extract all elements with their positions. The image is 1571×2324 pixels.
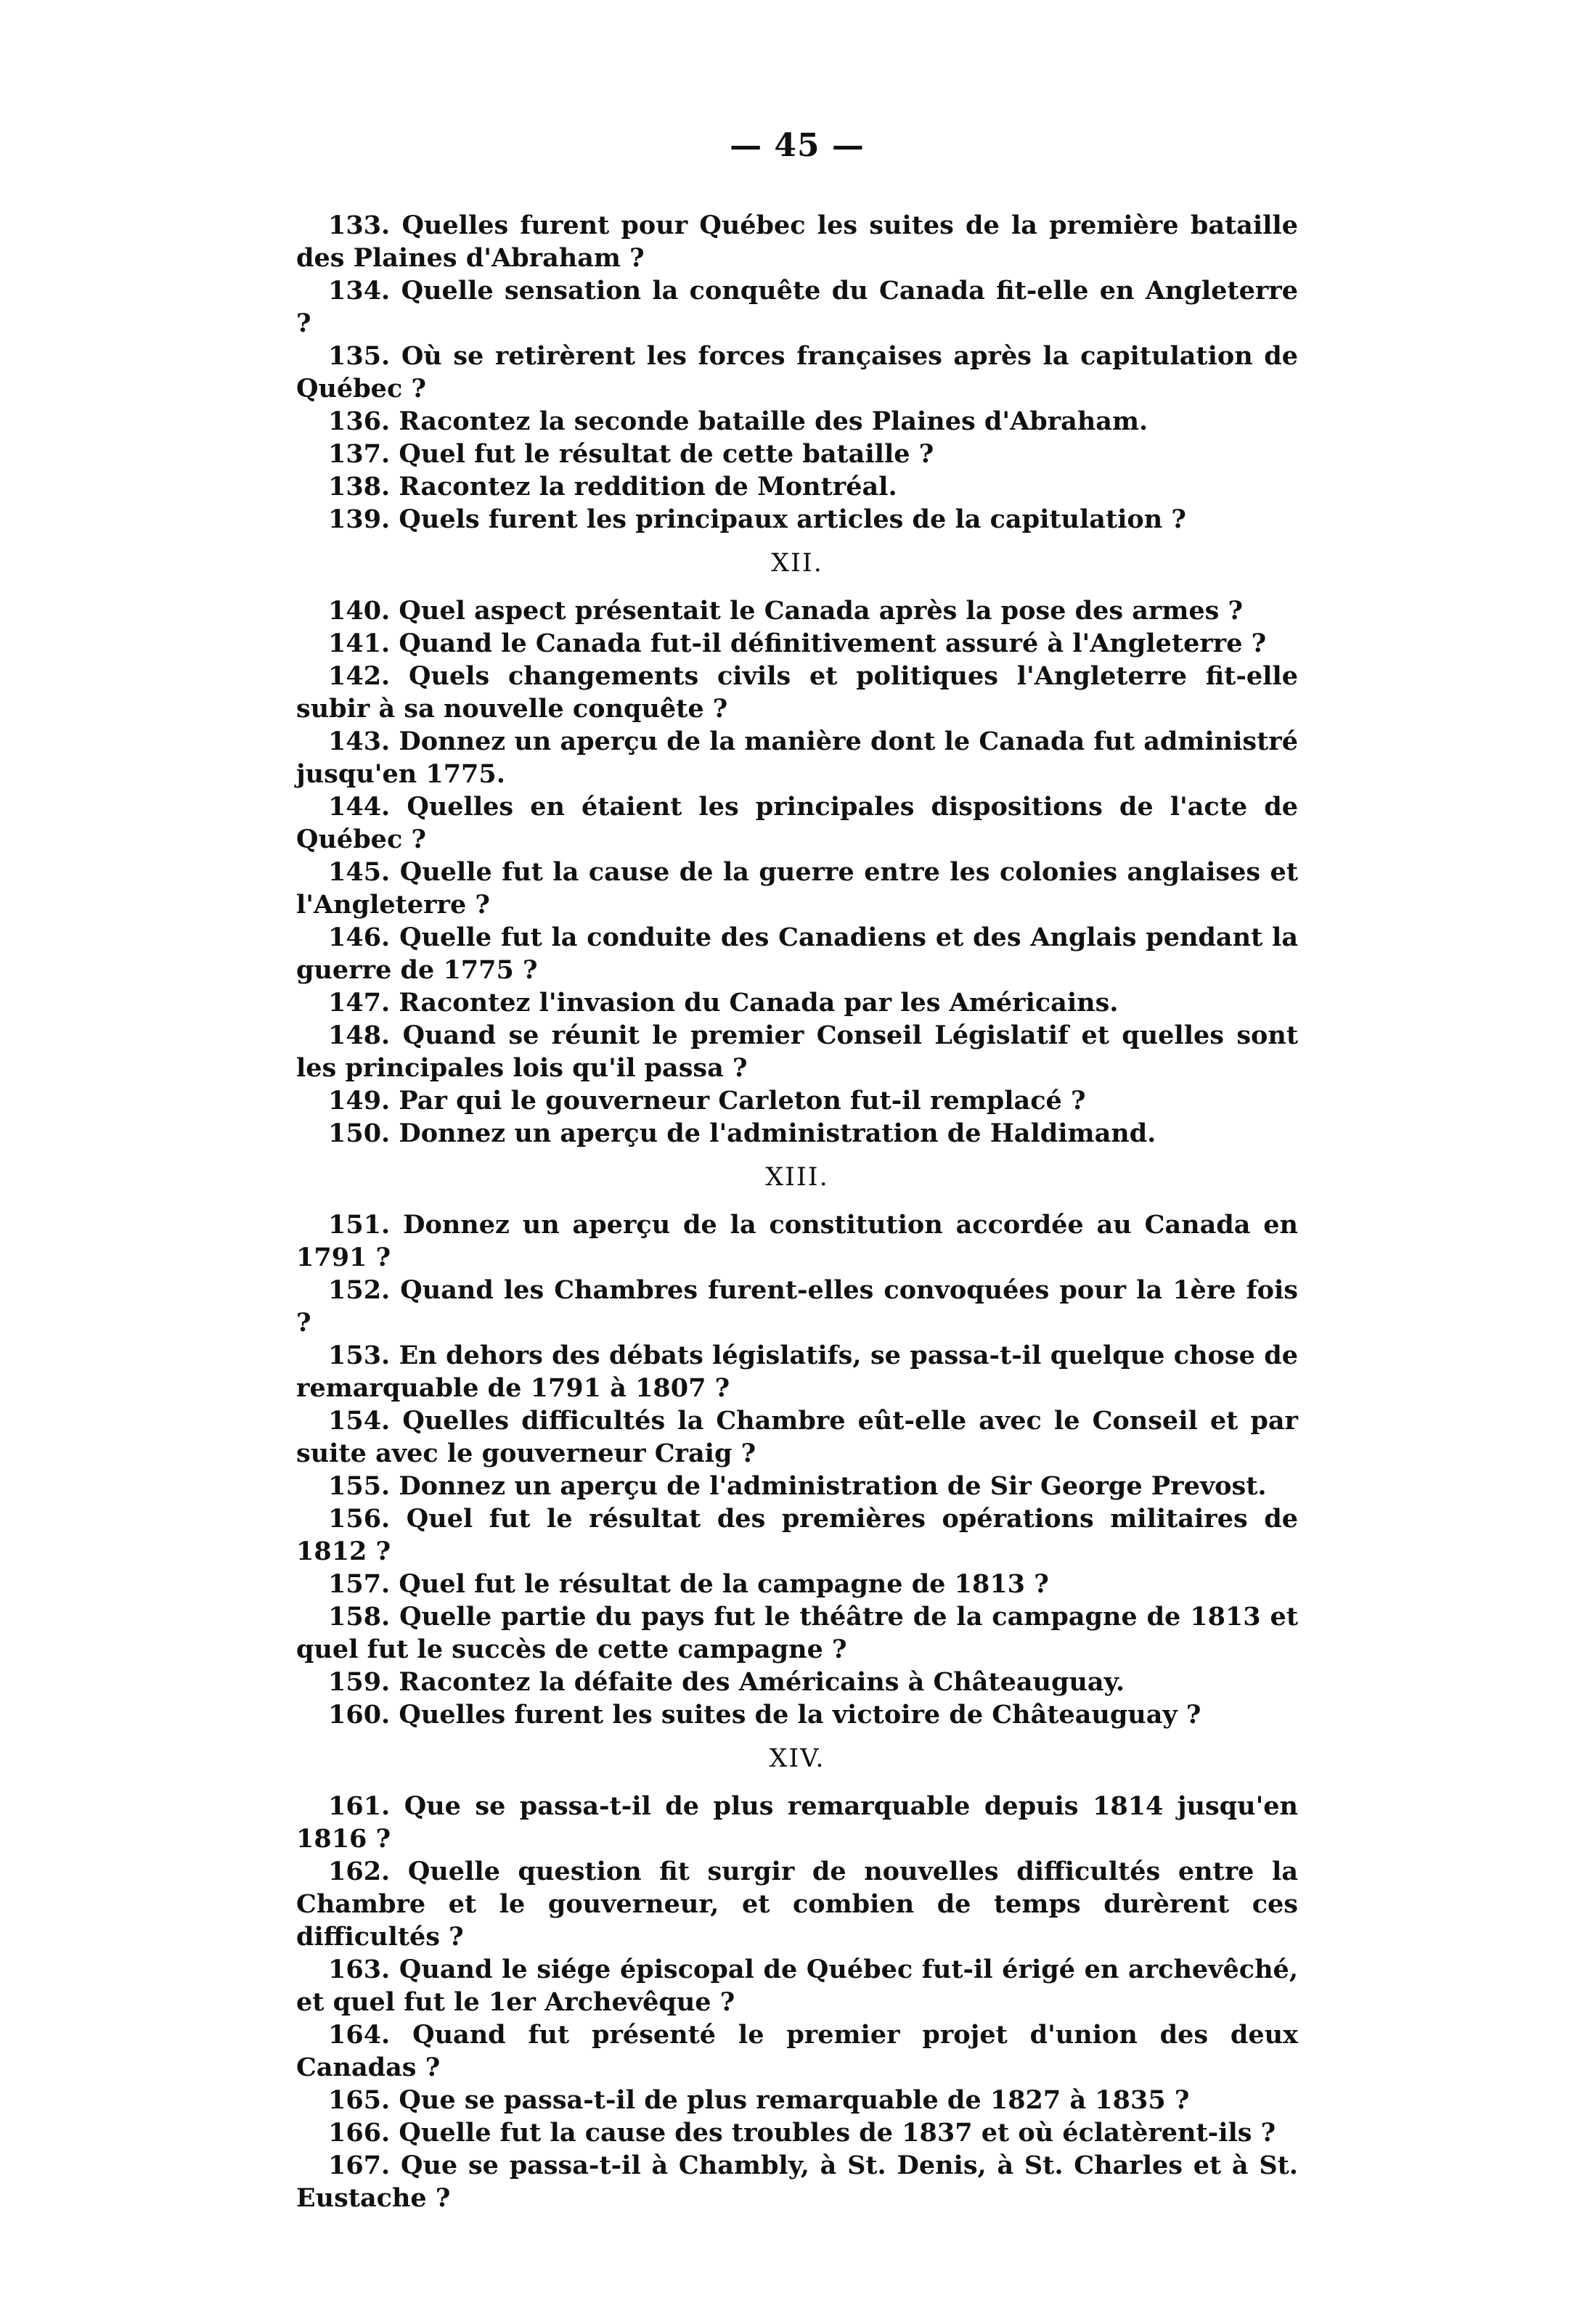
question-item: 167. Que se passa-t-il à Chambly, à St. Denis, à St. Charles et à St. Eustache ? [296,2151,1298,2213]
question-item: 143. Donnez un aperçu de la manière dont le Canada fut administré jusqu'en 1775. [296,727,1298,789]
question-item: 151. Donnez un aperçu de la constitution accordée au Canada en 1791 ? [296,1210,1298,1272]
question-item: 145. Quelle fut la cause de la guerre entre les colonies anglaises et l'Angleterre ? [296,857,1298,920]
question-item: 153. En dehors des débats législatifs, se passa-t-il quelque chose de remarquable de 1791 à 1807 ? [296,1341,1298,1403]
section-xiii [296,1161,1298,1731]
question-item: 155. Donnez un aperçu de l'administration de Sir George Prevost. [328,1471,1267,1501]
question-item: 159. Racontez la défaite des Américains à Châteauguay. [328,1667,1125,1697]
question-item: 142. Quels changements civils et politiques l'Angleterre fit-elle subir à sa nouvelle conquête ? [296,661,1298,724]
page-number: — 45 — [730,127,865,164]
question-item: 156. Quel fut le résultat des premières opérations militaires de 1812 ? [296,1504,1298,1566]
question-item: 164. Quand fut présenté le premier projet d'union des deux Canadas ? [296,2020,1298,2082]
document-page [296,127,1298,2214]
question-item: 133. Quelles furent pour Québec les suites de la première bataille des Plaines d'Abraham ? [296,210,1298,273]
question-item: 157. Quel fut le résultat de la campagne de 1813 ? [328,1569,1049,1599]
question-item: 154. Quelles difficultés la Chambre eût-elle avec le Conseil et par suite avec le gouverneur Craig ? [296,1406,1298,1468]
section-heading: XII. [771,549,823,578]
question-item: 149. Par qui le gouverneur Carleton fut-il remplacé ? [328,1086,1086,1116]
question-item: 148. Quand se réunit le premier Conseil Législatif et quelles sont les principales lois qu'il passa ? [296,1020,1298,1083]
question-item: 165. Que se passa-t-il de plus remarquable de 1827 à 1835 ? [328,2085,1190,2115]
question-item: 147. Racontez l'invasion du Canada par les Américains. [328,988,1119,1018]
section-xii [296,547,1298,1150]
question-item: 150. Donnez un aperçu de l'administration de Haldimand. [328,1118,1156,1148]
question-item: 137. Quel fut le résultat de cette bataille ? [328,439,934,469]
question-item: 166. Quelle fut la cause des troubles de 1837 et où éclatèrent-ils ? [328,2118,1276,2148]
question-item: 134. Quelle sensation la conquête du Canada fit-elle en Angleterre ? [296,276,1298,338]
question-item: 141. Quand le Canada fut-il définitivement assuré à l'Angleterre ? [328,629,1267,658]
question-item: 135. Où se retirèrent les forces françaises après la capitulation de Québec ? [296,341,1298,404]
question-item: 152. Quand les Chambres furent-elles convoquées pour la 1ère fois ? [296,1275,1298,1338]
section-heading: XIII. [765,1163,829,1192]
section-xiv [296,1743,1298,2214]
section-heading: XIV. [769,1744,825,1773]
intro-question-list [296,209,1298,536]
question-item: 136. Racontez la seconde bataille des Plaines d'Abraham. [328,406,1148,436]
question-item: 146. Quelle fut la conduite des Canadiens et des Anglais pendant la guerre de 1775 ? [296,922,1298,985]
question-item: 158. Quelle partie du pays fut le théâtre de la campagne de 1813 et quel fut le succès de cette campagne ? [296,1602,1298,1664]
question-item: 161. Que se passa-t-il de plus remarquable depuis 1814 jusqu'en 1816 ? [296,1791,1298,1854]
question-item: 139. Quels furent les principaux articles de la capitulation ? [328,504,1186,534]
question-item: 163. Quand le siége épiscopal de Québec fut-il érigé en archevêché, et quel fut le 1er Archevêque ? [296,1955,1298,2017]
question-item: 160. Quelles furent les suites de la victoire de Châteauguay ? [328,1700,1201,1730]
question-item: 138. Racontez la reddition de Montréal. [328,472,897,502]
question-item: 140. Quel aspect présentait le Canada après la pose des armes ? [328,596,1244,626]
question-item: 162. Quelle question fit surgir de nouvelles difficultés entre la Chambre et le gouverneur, et combien de temps durèrent ces difficultés ? [296,1857,1298,1952]
question-item: 144. Quelles en étaient les principales dispositions de l'acte de Québec ? [296,792,1298,854]
